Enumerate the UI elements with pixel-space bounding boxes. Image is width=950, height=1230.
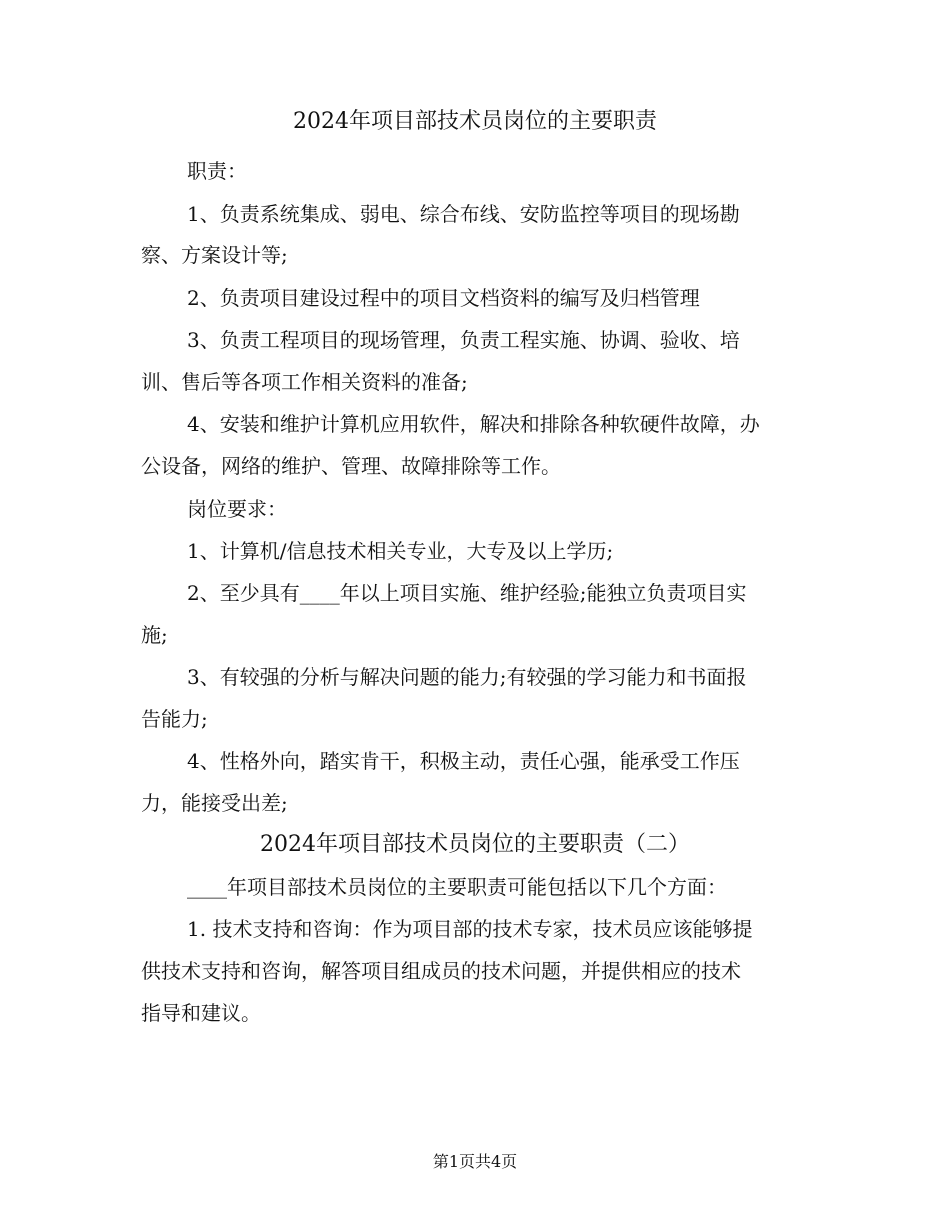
- document-title: 2024年项目部技术员岗位的主要职责: [293, 109, 657, 134]
- duty-1-line-1: 1、负责系统集成、弱电、综合布线、安防监控等项目的现场勘: [187, 202, 740, 226]
- requirement-2-line-2: 施;: [141, 623, 168, 647]
- requirement-4-line-1: 4、性格外向，踏实肯干，积极主动，责任心强，能承受工作压: [187, 749, 740, 773]
- section-2-intro: ____年项目部技术员岗位的主要职责可能包括以下几个方面：: [187, 875, 727, 899]
- duty-3-line-1: 3、负责工程项目的现场管理，负责工程实施、协调、验收、培: [187, 328, 740, 352]
- requirements-heading: 岗位要求：: [187, 497, 287, 521]
- section-2-item-1-line-1: 1. 技术支持和咨询：作为项目部的技术专家，技术员应该能够提: [187, 917, 753, 941]
- page-number: 第1页共4页: [432, 1152, 518, 1171]
- requirement-3-line-2: 告能力;: [141, 707, 208, 731]
- duty-1-line-2: 察、方案设计等;: [141, 243, 288, 267]
- section-2-item-1-line-3: 指导和建议。: [141, 1001, 261, 1025]
- duty-4-line-2: 公设备，网络的维护、管理、故障排除等工作。: [141, 454, 561, 478]
- requirement-1: 1、计算机/信息技术相关专业，大专及以上学历;: [187, 539, 614, 563]
- duty-3-line-2: 训、售后等各项工作相关资料的准备;: [141, 370, 468, 394]
- section-2-title: 2024年项目部技术员岗位的主要职责（二）: [260, 832, 690, 857]
- duty-4-line-1: 4、安装和维护计算机应用软件，解决和排除各种软硬件故障，办: [187, 412, 760, 436]
- requirement-4-line-2: 力，能接受出差;: [141, 791, 288, 815]
- section-2-item-1-line-2: 供技术支持和咨询，解答项目组成员的技术问题，并提供相应的技术: [141, 959, 741, 983]
- duty-2: 2、负责项目建设过程中的项目文档资料的编写及归档管理: [187, 286, 700, 310]
- requirement-2-line-1: 2、至少具有____年以上项目实施、维护经验;能独立负责项目实: [187, 581, 747, 605]
- duties-heading: 职责：: [187, 159, 247, 183]
- requirement-3-line-1: 3、有较强的分析与解决问题的能力;有较强的学习能力和书面报: [187, 665, 747, 689]
